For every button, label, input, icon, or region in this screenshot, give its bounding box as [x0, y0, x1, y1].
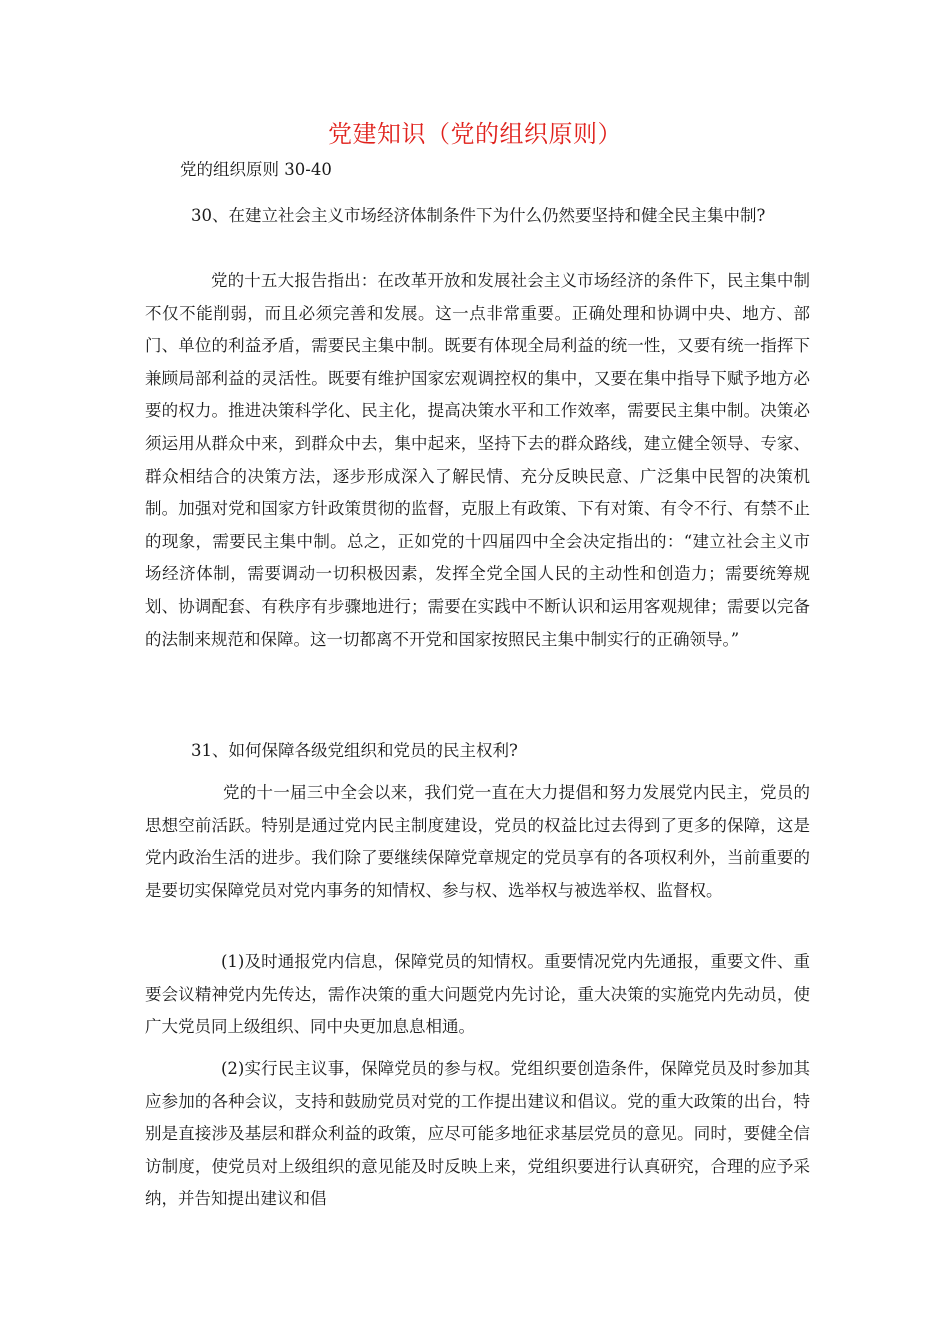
answer-31-point-1: (1)及时通报党内信息，保障党员的知情权。重要情况党内先通报，重要文件、重要会议精神党内先传达，需作决策的重大问题党内先讨论，重大决策的实施党内先动员，使广大党员同上级组织、同中央更加息息相通。 [145, 952, 810, 1037]
answer-31-point-2: (2)实行民主议事，保障党员的参与权。党组织要创造条件，保障党员及时参加其应参加的各种会议，支持和鼓励党员对党的工作提出建议和倡议。党的重大政策的出台，特别是直接涉及基层和群众利益的政策，应尽可能多地征求基层党员的意见。同时，要健全信访制度，使党员对上级组织的意见能及时反映上来，党组织要进行认真研究，合理的应予采纳，并告知提出建议和倡 [145, 1059, 810, 1209]
question-31: 31、如何保障各级党组织和党员的民主权利? [191, 741, 518, 760]
document-title: 党建知识（党的组织原则） [328, 120, 622, 148]
document-subtitle: 党的组织原则 30-40 [180, 160, 332, 179]
question-30: 30、在建立社会主义市场经济体制条件下为什么仍然要坚持和健全民主集中制? [191, 206, 766, 225]
answer-30-paragraph: 党的十五大报告指出：在改革开放和发展社会主义市场经济的条件下，民主集中制不仅不能削弱，而且必须完善和发展。这一点非常重要。正确处理和协调中央、地方、部门、单位的利益矛盾，需要民主集中制。既要有体现全局利益的统一性，又要有统一指挥下兼顾局部利益的灵活性。既要有维护国家宏观调控权的集中，又要在集中指导下赋予地方必要的权力。推进决策科学化、民主化，提高决策水平和工作效率，需要民主集中制。决策必须运用从群众中来，到群众中去，集中起来，坚持下去的群众路线，建立健全领导、专家、群众相结合的决策方法，逐步形成深入了解民情、充分反映民意、广泛集中民智的决策机制。加强对党和国家方针政策贯彻的监督，克服上有政策、下有对策、有令不行、有禁不止的现象，需要民主集中制。总之，正如党的十四届四中全会决定指出的：“建立社会主义市场经济体制，需要调动一切积极因素，发挥全党全国人民的主动性和创造力；需要统筹规划、协调配套、有秩序有步骤地进行；需要在实践中不断认识和运用客观规律；需要以完备的法制来规范和保障。这一切都离不开党和国家按照民主集中制实行的正确领导。” [145, 271, 810, 649]
answer-31-paragraph: 党的十一届三中全会以来，我们党一直在大力提倡和努力发展党内民主，党员的思想空前活跃。特别是通过党内民主制度建设，党员的权益比过去得到了更多的保障，这是党内政治生活的进步。我们除了要继续保障党章规定的党员享有的各项权利外，当前重要的是要切实保障党员对党内事务的知情权、参与权、选举权与被选举权、监督权。 [145, 783, 810, 900]
